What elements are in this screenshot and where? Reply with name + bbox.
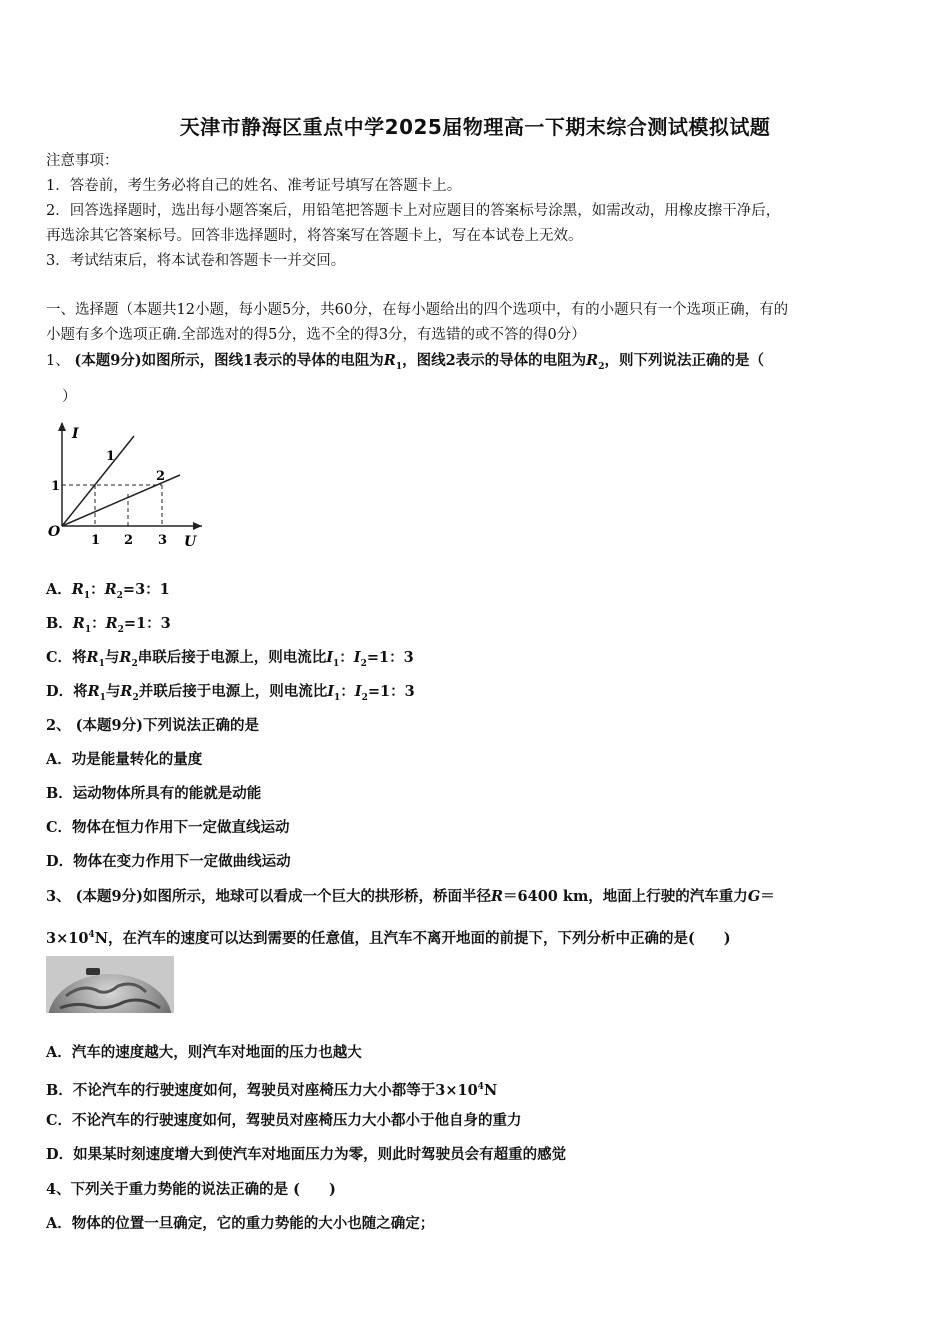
sub: 2: [132, 692, 139, 703]
sub-1: 1: [395, 361, 403, 372]
question-1-text-c: ，则下列说法正确的是（: [604, 352, 764, 369]
sup: 4: [477, 1082, 484, 1092]
sup: 4: [88, 930, 95, 940]
notice-item-2a: 2．回答选择题时，选出每小题答案后，用铅笔把答题卡上对应题目的答案标号涂黑，如需改动，用橡皮擦干净后，: [46, 203, 781, 219]
text: 与: [105, 683, 121, 700]
sub: 2: [116, 590, 123, 601]
sep: ：: [91, 615, 106, 632]
sub: 1: [83, 590, 91, 601]
q1-option-b: [46, 614, 171, 640]
ratio: =3：1: [122, 581, 170, 598]
section-heading-line1: 一、选择题（本题共12小题，每小题5分，共60分，在每小题给出的四个选项中，有的小题只有一个选项正确，有的: [46, 302, 789, 318]
var-R: R: [119, 649, 132, 666]
sep: ：: [339, 649, 354, 666]
text: ＝: [760, 888, 775, 905]
q3-option-b: [46, 1077, 497, 1101]
text: ＝6400 km，地面上行驶的汽车重力: [503, 888, 748, 905]
q1-option-c: [46, 648, 414, 674]
y-tick-1: 1: [51, 479, 61, 494]
question-3-stem-line2: [46, 925, 731, 949]
var-R: R: [105, 615, 118, 632]
var-I: I: [353, 649, 361, 666]
text: N: [483, 1081, 498, 1099]
x-tick-3: 3: [158, 533, 168, 548]
sep: ：: [340, 683, 355, 700]
notice-item-2b: 再选涂其它答案标号。回答非选择题时，将答案写在答题卡上，写在本试卷上无效。: [46, 228, 583, 244]
x-axis-arrow-icon: [193, 522, 202, 530]
text: N，在汽车的速度可以达到需要的任意值，且汽车不离开地面的前提下，下列分析中正确的是( ): [94, 929, 731, 947]
option-letter: C．: [46, 649, 73, 666]
question-1-text-b: ，图线2表示的导体的电阻为: [402, 352, 587, 369]
x-tick-2: 2: [124, 533, 134, 548]
var-R1: R: [383, 352, 396, 369]
page-title: 天津市静海区重点中学2025届物理高一下期末综合测试模拟试题: [179, 115, 771, 139]
var-I: I: [326, 649, 333, 666]
sub: 1: [99, 692, 106, 703]
question-3-stem-line1: [46, 887, 775, 907]
q4-option-a: A．物体的位置一旦确定，它的重力势能的大小也随之确定；: [46, 1215, 435, 1232]
text: 将: [72, 649, 87, 666]
sub: 1: [84, 624, 92, 635]
graph-line-1: [62, 436, 134, 526]
question-1-close-paren: ）: [62, 389, 77, 405]
iu-graph: [42, 418, 202, 553]
sub: 1: [333, 658, 340, 669]
ratio: =1：3: [123, 615, 171, 632]
ratio: =1：3: [366, 649, 414, 666]
q1-option-a: [46, 580, 170, 606]
question-2-stem: 2、 (本题9分)下列说法正确的是: [46, 717, 259, 734]
var-R: R: [120, 683, 133, 700]
question-1-text-a: (本题9分)如图所示，图线1表示的导体的电阻为: [74, 352, 384, 369]
q2-option-c: C．物体在恒力作用下一定做直线运动: [46, 819, 290, 836]
x-tick-1: 1: [91, 533, 101, 548]
text: 将: [73, 683, 88, 700]
ratio: =1：3: [367, 683, 415, 700]
var-R: R: [72, 615, 85, 632]
q1-option-d: [46, 682, 415, 708]
var-R: R: [86, 649, 99, 666]
notice-heading: 注意事项：: [46, 153, 119, 169]
x-axis-label: U: [184, 534, 197, 550]
var-R: R: [490, 888, 504, 905]
option-letter: D．: [46, 683, 74, 700]
sub: 2: [117, 624, 124, 635]
sep: ：: [90, 581, 105, 598]
sub: 2: [131, 658, 138, 669]
var-I: I: [354, 683, 362, 700]
q3-option-c: C．不论汽车的行驶速度如何，驾驶员对座椅压力大小都小于他自身的重力: [46, 1112, 522, 1129]
text: 3×10: [46, 929, 89, 947]
notice-item-1: 1．答卷前，考生务必将自己的姓名、准考证号填写在答题卡上。: [46, 178, 462, 194]
q3-option-a: A．汽车的速度越大，则汽车对地面的压力也越大: [46, 1044, 362, 1061]
question-number: 1、: [46, 353, 70, 369]
line-2-label: 2: [156, 469, 166, 484]
var-G: G: [747, 888, 761, 905]
text: 3、 (本题9分)如图所示，地球可以看成一个巨大的拱形桥，桥面半径: [46, 888, 491, 905]
option-letter: B．: [46, 615, 73, 632]
q2-option-d: D．物体在变力作用下一定做曲线运动: [46, 853, 291, 870]
section-heading-line2: 小题有多个选项正确.全部选对的得5分，选不全的得3分，有选错的或不答的得0分）: [46, 327, 586, 343]
earth-bridge-image: [46, 956, 174, 1013]
sub: 2: [361, 692, 368, 703]
var-I: I: [327, 683, 335, 700]
car-icon: [86, 968, 100, 975]
sub: 1: [98, 658, 105, 669]
question-4-stem: 4、下列关于重力势能的说法正确的是 ( ): [46, 1181, 336, 1198]
sub: 1: [334, 692, 341, 703]
text: 并联后接于电源上，则电流比: [138, 683, 328, 700]
var-R: R: [71, 581, 84, 598]
var-R: R: [87, 683, 100, 700]
q2-option-a: A．功是能量转化的量度: [46, 751, 203, 768]
y-axis-label: I: [72, 426, 79, 442]
y-axis-arrow-icon: [58, 422, 66, 431]
sub: 2: [360, 658, 367, 669]
var-R2: R: [586, 352, 599, 369]
text: 与: [104, 649, 120, 666]
sub-2: 2: [598, 361, 605, 372]
option-letter: A．: [46, 581, 72, 598]
var-R: R: [104, 581, 117, 598]
line-1-label: 1: [106, 449, 116, 464]
question-1-stem: [46, 351, 764, 377]
notice-item-3: 3．考试结束后，将本试卷和答题卡一并交回。: [46, 253, 346, 269]
q3-option-d: D．如果某时刻速度增大到使汽车对地面压力为零，则此时驾驶员会有超重的感觉: [46, 1146, 567, 1163]
text: 串联后接于电源上，则电流比: [137, 649, 327, 666]
q2-option-b: B．运动物体所具有的能就是动能: [46, 785, 262, 802]
origin-label: O: [48, 524, 61, 540]
text: B．不论汽车的行驶速度如何，驾驶员对座椅压力大小都等于3×10: [46, 1081, 478, 1099]
